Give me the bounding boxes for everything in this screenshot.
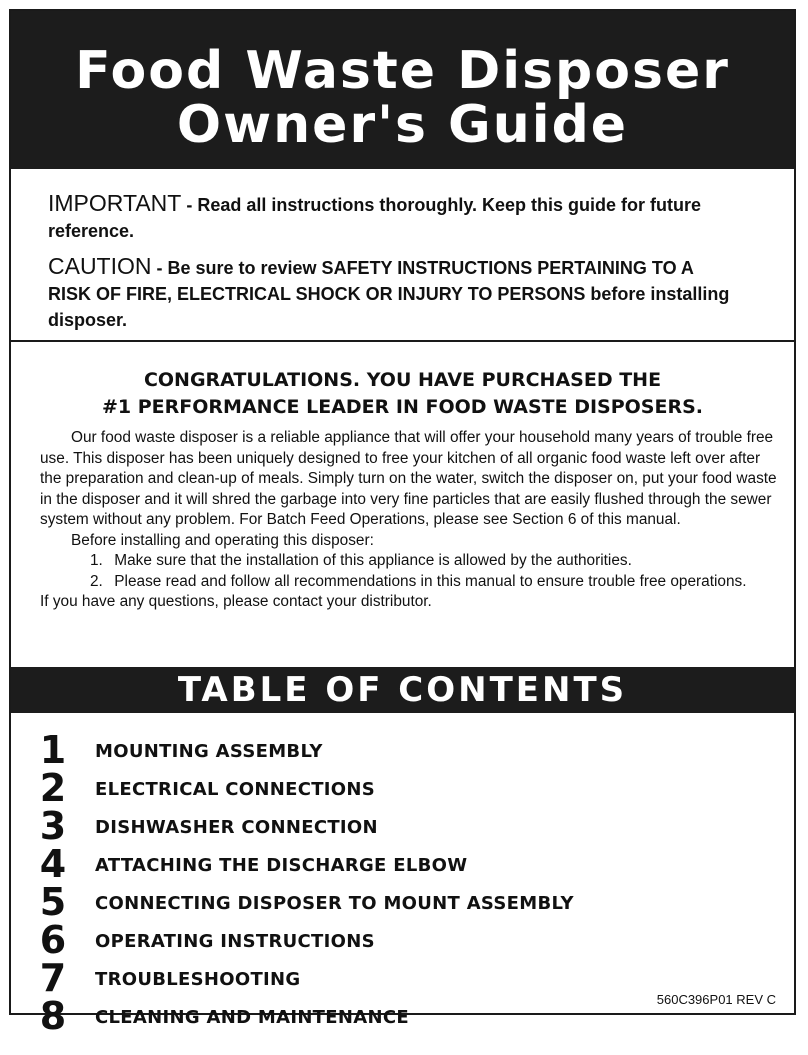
toc-item-number: 6: [39, 918, 67, 962]
title-banner: [11, 11, 794, 169]
title-line-2: Owner's Guide: [176, 95, 629, 155]
toc-item[interactable]: [11, 880, 794, 924]
toc-item-label: OPERATING INSTRUCTIONS: [95, 931, 375, 952]
contact-text: If you have any questions, please contact your distributor.: [40, 593, 432, 610]
toc-item-number: 8: [39, 994, 67, 1038]
toc-item-number: 7: [39, 956, 67, 1000]
important-notice: [48, 190, 734, 244]
toc-title: TABLE OF CONTENTS: [11, 667, 794, 713]
list-item-number: 2.: [90, 572, 103, 590]
caution-notice: [48, 253, 734, 333]
list-item-number: 1.: [90, 552, 103, 569]
toc-item-label: CLEANING AND MAINTENANCE: [95, 1007, 409, 1028]
toc-item-label: MOUNTING ASSEMBLY: [95, 741, 323, 762]
toc-item[interactable]: [11, 766, 794, 810]
owners-guide-page: [9, 9, 796, 1038]
toc-item-number: 4: [39, 842, 67, 886]
intro-body: [40, 428, 778, 613]
list-item: [40, 572, 778, 593]
toc-item[interactable]: [11, 728, 794, 772]
intro-paragraph: Our food waste disposer is a reliable appliance that will offer your household many years of trouble free use. This disposer has been uniquely designed to free your kitchen of all organic food waste left over after the preparation and clean-up of meals. Simply turn on the water, switch the disposer on, put your food waste in the disposer and it will shred the garbage into very fine particles that are easily flushed through the sewer system without any problem. For Batch Feed Operations, please see Section 6 of this manual.: [40, 429, 777, 528]
toc-item-number: 1: [39, 728, 67, 772]
intro-heading-line-1: CONGRATULATIONS. YOU HAVE PURCHASED THE: [143, 369, 662, 391]
toc-item-label: ATTACHING THE DISCHARGE ELBOW: [95, 855, 468, 876]
list-item-text: Please read and follow all recommendations in this manual to ensure trouble free operations.: [114, 572, 747, 590]
list-item-text: Make sure that the installation of this appliance is allowed by the authorities.: [114, 552, 632, 569]
notice-box: [11, 169, 794, 342]
important-label: IMPORTANT: [48, 190, 182, 216]
toc-item-label: DISHWASHER CONNECTION: [95, 817, 378, 838]
title-line-1: Food Waste Disposer: [75, 41, 730, 101]
toc-item-label: CONNECTING DISPOSER TO MOUNT ASSEMBLY: [95, 893, 574, 914]
intro-section: [11, 342, 794, 667]
list-item: [40, 551, 778, 572]
toc-item-label: TROUBLESHOOTING: [95, 969, 301, 990]
important-text: - Read all instructions thoroughly. Keep this guide for future reference.: [48, 195, 702, 241]
caution-label: CAUTION: [48, 253, 152, 279]
toc-item-number: 2: [39, 766, 67, 810]
before-installing-text: Before installing and operating this disposer:: [71, 531, 374, 549]
toc-item[interactable]: [11, 918, 794, 962]
toc-item[interactable]: [11, 804, 794, 848]
toc-item-number: 5: [39, 880, 67, 924]
intro-heading-line-2: #1 PERFORMANCE LEADER IN FOOD WASTE DISPOSERS.: [102, 396, 703, 418]
toc-item-label: ELECTRICAL CONNECTIONS: [95, 779, 376, 800]
toc-item-number: 3: [39, 804, 67, 848]
toc-item[interactable]: [11, 842, 794, 886]
document-code: 560C396P01 REV C: [656, 992, 776, 1007]
caution-text: - Be sure to review SAFETY INSTRUCTIONS PERTAINING TO A RISK OF FIRE, ELECTRICAL SHOCK OR INJURY TO PERSONS before installing disposer.: [48, 258, 730, 330]
